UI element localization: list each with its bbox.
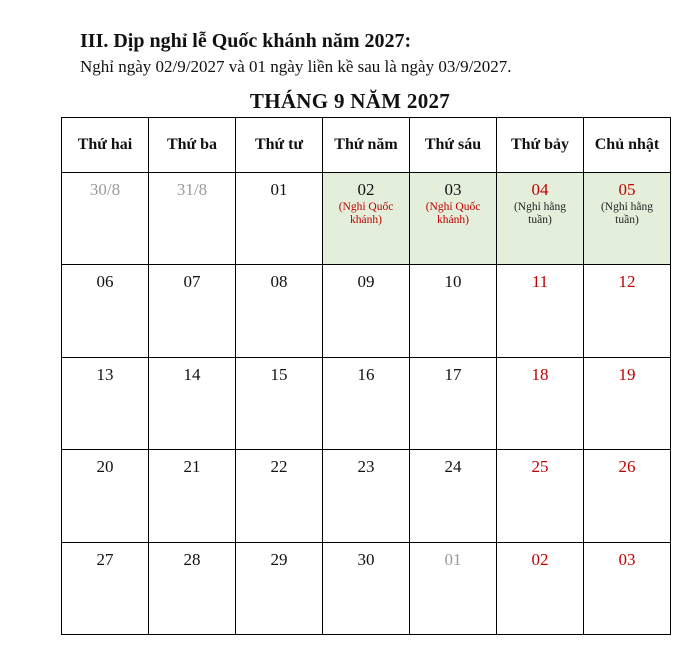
weekday-header: Thứ bảy: [497, 118, 584, 173]
day-number: 21: [183, 457, 201, 477]
day-number: 05: [618, 180, 636, 199]
day-number: 22: [270, 457, 288, 477]
day-number: 07: [183, 272, 201, 292]
calendar-day-cell: [584, 265, 671, 357]
day-number: 01: [270, 180, 288, 199]
weekday-header-row: [62, 118, 671, 173]
day-number: 01: [444, 549, 462, 569]
calendar-day-cell: [323, 357, 410, 449]
calendar-day-cell: [410, 357, 497, 449]
day-number: 16: [357, 364, 375, 384]
day-number: 02: [531, 549, 549, 569]
calendar-day-cell: [149, 173, 236, 265]
calendar-day-cell: [236, 450, 323, 542]
day-number: 06: [96, 272, 114, 292]
calendar-day-cell: [410, 450, 497, 542]
day-number: 15: [270, 364, 288, 384]
calendar-day-cell: [149, 265, 236, 357]
day-number: 19: [618, 364, 636, 384]
day-number: 10: [444, 272, 462, 292]
day-note: (Nghỉ Quốc khánh): [338, 201, 394, 226]
calendar-day-cell: [236, 357, 323, 449]
calendar-day-cell: [62, 450, 149, 542]
calendar-day-cell: [323, 542, 410, 634]
day-number: 12: [618, 272, 636, 292]
calendar-day-cell: [62, 265, 149, 357]
weekday-header: Thứ tư: [236, 118, 323, 173]
calendar-day-cell: [323, 265, 410, 357]
calendar-month-title: THÁNG 9 NĂM 2027: [249, 89, 451, 113]
calendar-day-cell: [497, 542, 584, 634]
calendar-day-cell: [62, 542, 149, 634]
calendar-week-row: [62, 357, 671, 449]
day-number: 04: [531, 180, 549, 199]
calendar-week-row: [62, 173, 671, 265]
day-number: 26: [618, 457, 636, 477]
calendar-day-cell: [410, 542, 497, 634]
calendar-day-cell: [149, 542, 236, 634]
day-note: (Nghỉ hằng tuần): [600, 201, 654, 226]
day-number: 09: [357, 272, 375, 292]
day-number: 18: [531, 364, 549, 384]
day-number: 13: [96, 364, 114, 384]
weekday-header: Thứ hai: [62, 118, 149, 173]
calendar-day-cell: [497, 357, 584, 449]
day-number: 08: [270, 272, 288, 292]
day-number: 23: [357, 457, 375, 477]
calendar-week-row: [62, 542, 671, 634]
day-number: 03: [618, 549, 636, 569]
calendar-day-cell: [410, 265, 497, 357]
day-number: 14: [183, 364, 201, 384]
calendar-day-cell-holiday: [323, 173, 410, 265]
day-number: 30/8: [89, 180, 121, 199]
day-number: 17: [444, 364, 462, 384]
calendar-day-cell: [497, 265, 584, 357]
day-number: 02: [357, 180, 375, 199]
calendar-day-cell: [584, 542, 671, 634]
calendar-day-cell: [236, 265, 323, 357]
calendar-day-cell: [149, 450, 236, 542]
day-note: (Nghỉ Quốc khánh): [425, 201, 481, 226]
day-number: 30: [357, 549, 375, 569]
day-number: 27: [96, 549, 114, 569]
day-number: 03: [444, 180, 462, 199]
calendar-day-cell-holiday: [584, 173, 671, 265]
calendar-day-cell: [62, 357, 149, 449]
calendar-day-cell-holiday: [410, 173, 497, 265]
calendar-body: [62, 173, 671, 635]
calendar-day-cell: [236, 173, 323, 265]
calendar-day-cell-holiday: [497, 173, 584, 265]
day-note: (Nghỉ hằng tuần): [513, 201, 567, 226]
calendar-day-cell: [584, 357, 671, 449]
day-number: 29: [270, 549, 288, 569]
calendar-day-cell: [62, 173, 149, 265]
calendar-day-cell: [236, 542, 323, 634]
calendar-day-cell: [323, 450, 410, 542]
calendar-week-row: [62, 450, 671, 542]
calendar-day-cell: [497, 450, 584, 542]
calendar-day-cell: [149, 357, 236, 449]
calendar-day-cell: [584, 450, 671, 542]
day-number: 25: [531, 457, 549, 477]
weekday-header: Thứ năm: [323, 118, 410, 173]
day-number: 24: [444, 457, 462, 477]
weekday-header: Thứ ba: [149, 118, 236, 173]
day-number: 31/8: [176, 180, 208, 199]
day-number: 11: [531, 272, 549, 292]
calendar-week-row: [62, 265, 671, 357]
section-heading: III. Dịp nghỉ lễ Quốc khánh năm 2027:: [80, 30, 412, 52]
calendar-table: [61, 117, 671, 635]
section-description: Nghỉ ngày 02/9/2027 và 01 ngày liền kề sau là ngày 03/9/2027.: [80, 57, 512, 76]
day-number: 20: [96, 457, 114, 477]
day-number: 28: [183, 549, 201, 569]
weekday-header: Thứ sáu: [410, 118, 497, 173]
weekday-header: Chủ nhật: [584, 118, 671, 173]
